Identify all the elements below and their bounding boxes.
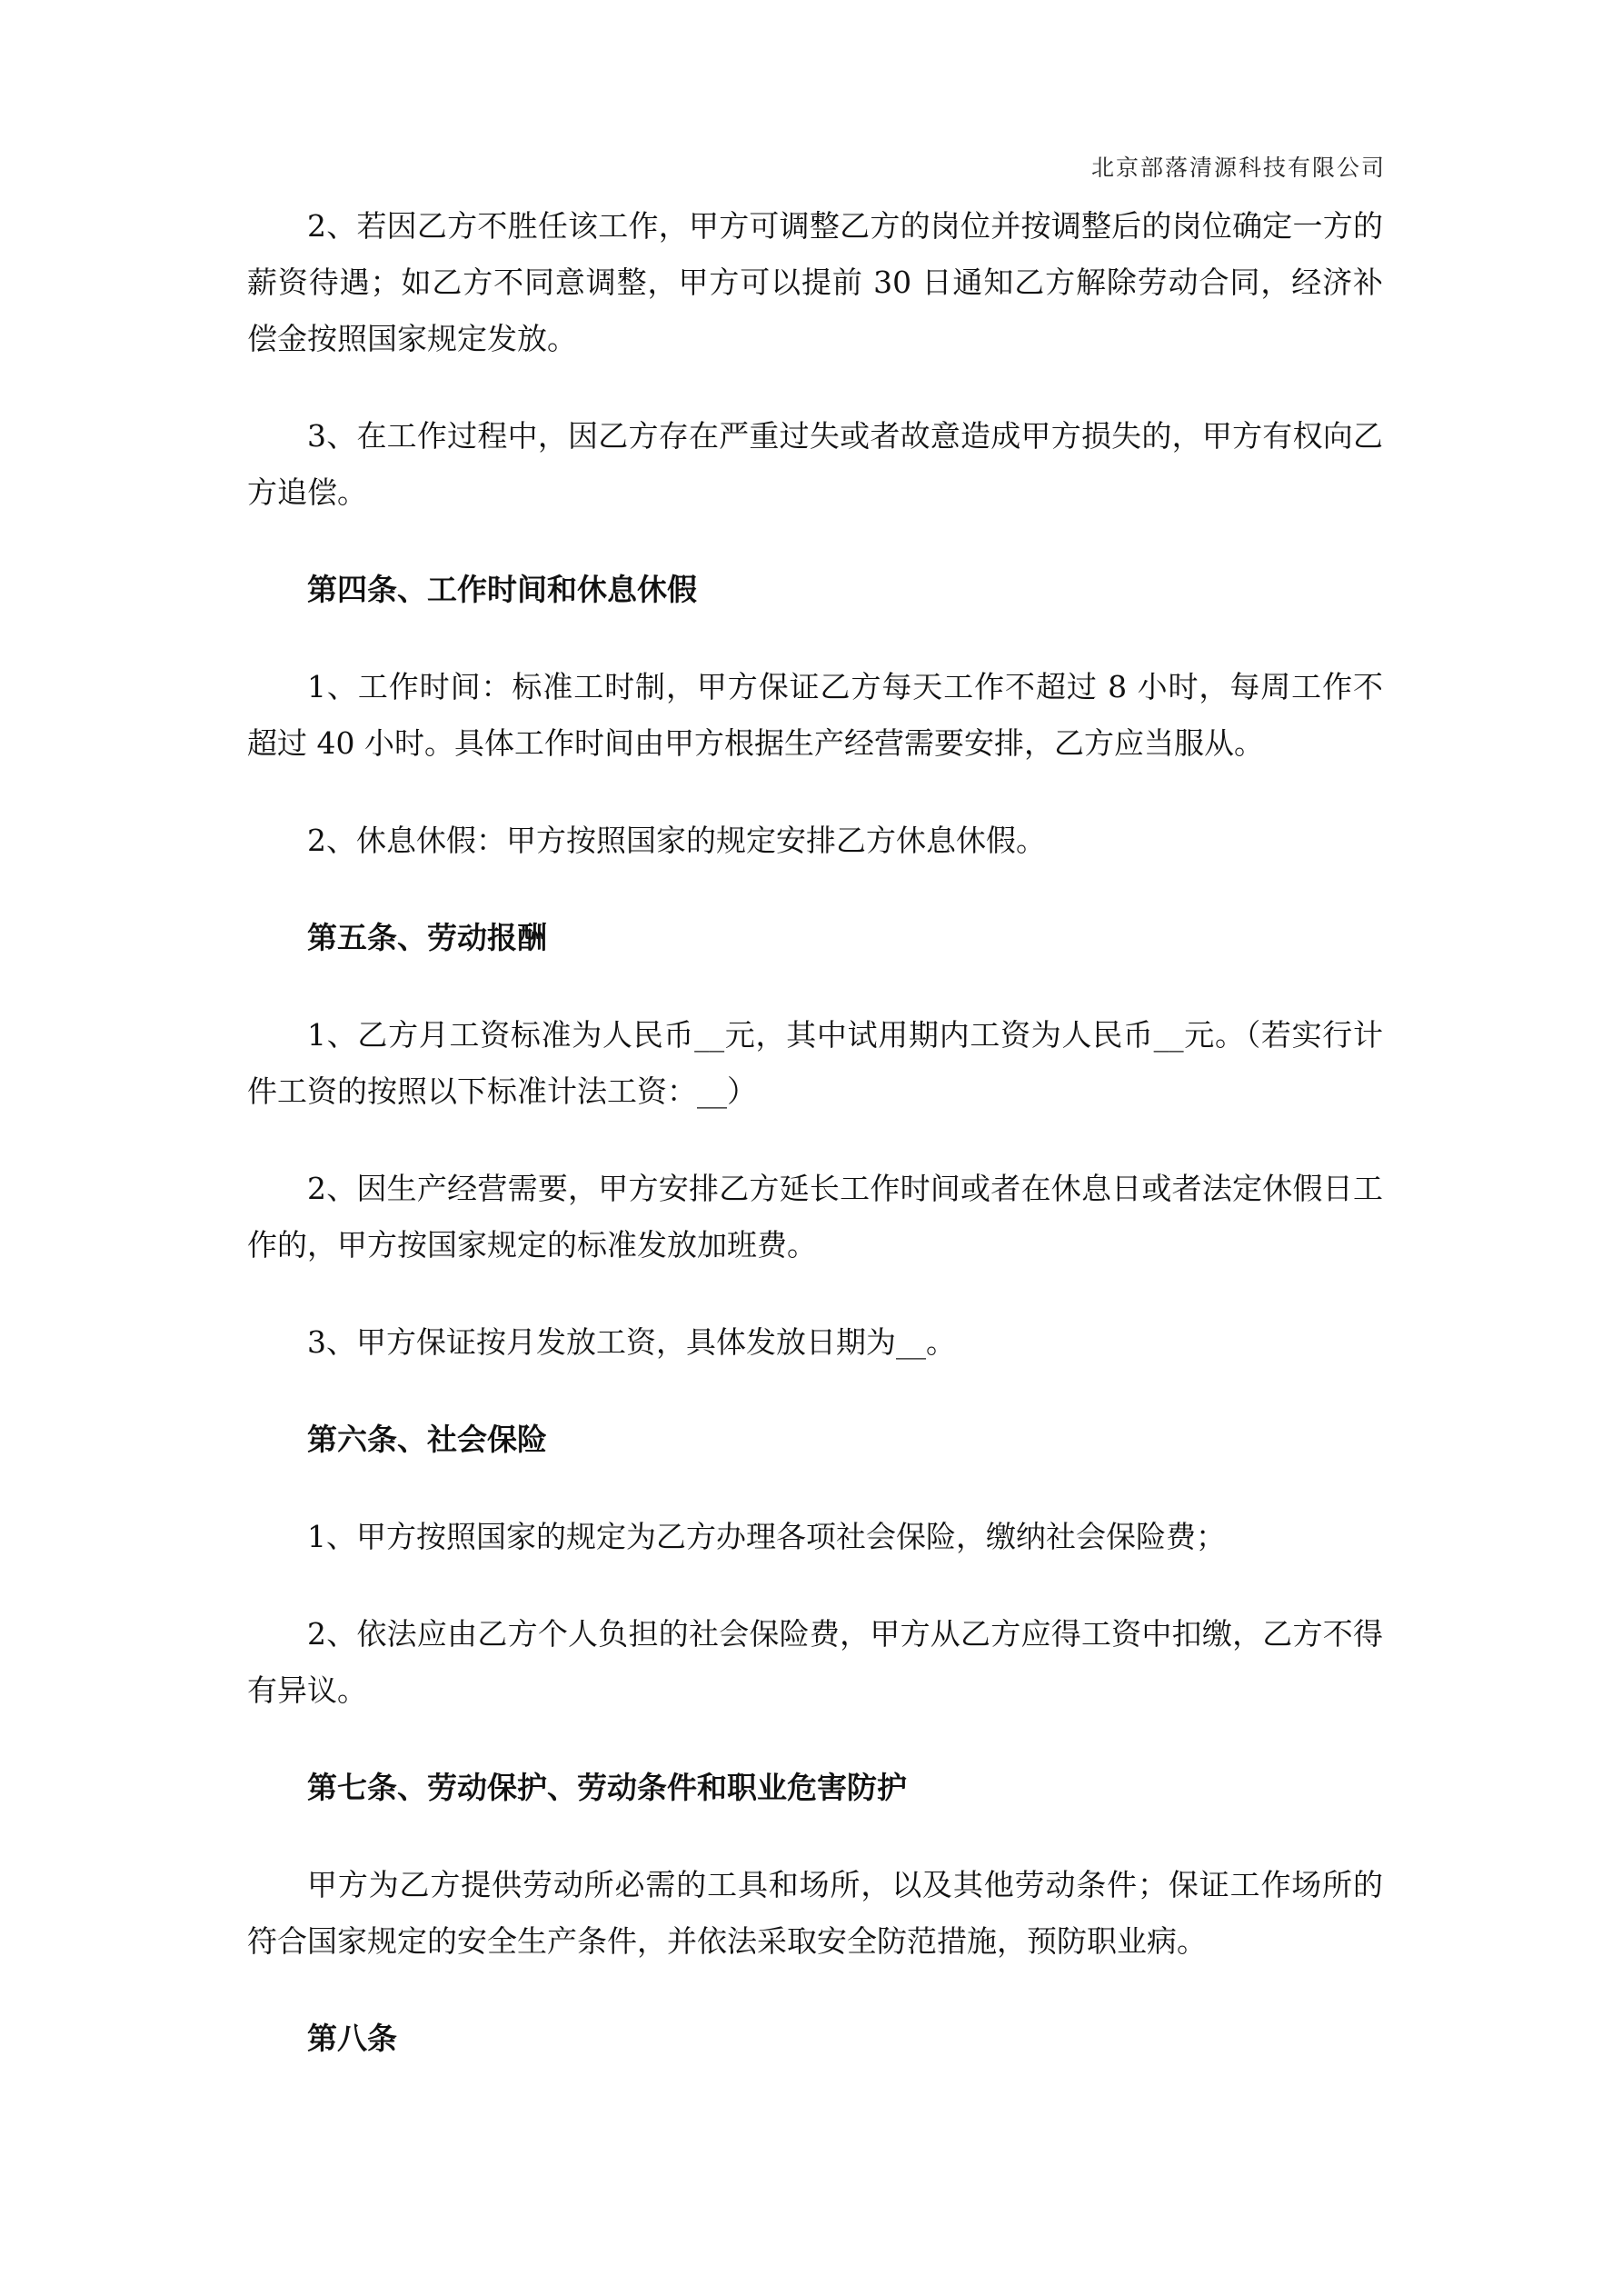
paragraph: 2、若因乙方不胜任该工作，甲方可调整乙方的岗位并按调整后的岗位确定一方的薪资待遇；如乙方不同意调整，甲方可以提前 30 日通知乙方解除劳动合同，经济补偿金按照国家规定发放。 (247, 208, 1383, 356)
section-heading: 第五条、劳动报酬 (307, 920, 547, 955)
section-heading: 第七条、劳动保护、劳动条件和职业危害防护 (307, 1770, 907, 1805)
paragraph: 2、休息休假：甲方按照国家的规定安排乙方休息休假。 (307, 823, 1046, 858)
paragraph: 1、甲方按照国家的规定为乙方办理各项社会保险，缴纳社会保险费； (307, 1519, 1226, 1554)
paragraph: 2、依法应由乙方个人负担的社会保险费，甲方从乙方应得工资中扣缴，乙方不得有异议。 (247, 1616, 1383, 1708)
section-heading: 第四条、工作时间和休息休假 (307, 572, 697, 607)
paragraph: 3、甲方保证按月发放工资，具体发放日期为__。 (307, 1324, 956, 1360)
section-heading: 第六条、社会保险 (307, 1422, 547, 1457)
page-header-company: 北京部落清源科技有限公司 (1090, 155, 1386, 181)
paragraph: 3、在工作过程中，因乙方存在严重过失或者故意造成甲方损失的，甲方有权向乙方追偿。 (247, 418, 1383, 510)
section-heading: 第八条 (307, 2021, 397, 2056)
document-body (247, 198, 1383, 2108)
paragraph: 1、工作时间：标准工时制，甲方保证乙方每天工作不超过 8 小时，每周工作不超过 40 小时。具体工作时间由甲方根据生产经营需要安排，乙方应当服从。 (247, 669, 1383, 761)
paragraph: 1、乙方月工资标准为人民币__元，其中试用期内工资为人民币__元。（若实行计件工资的按照以下标准计法工资：__） (247, 1017, 1383, 1109)
paragraph: 2、因生产经营需要，甲方安排乙方延长工作时间或者在休息日或者法定休假日工作的，甲方按国家规定的标准发放加班费。 (247, 1171, 1383, 1263)
paragraph: 甲方为乙方提供劳动所必需的工具和场所，以及其他劳动条件；保证工作场所的符合国家规定的安全生产条件，并依法采取安全防范措施，预防职业病。 (247, 1867, 1383, 1959)
